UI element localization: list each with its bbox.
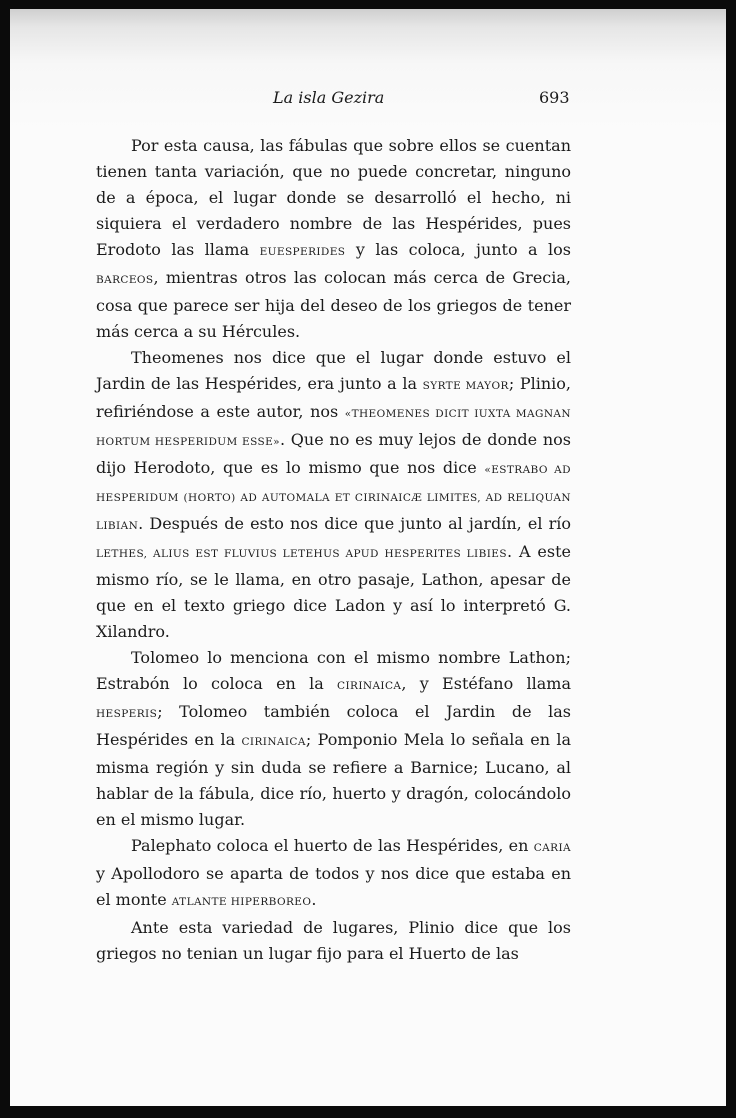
paragraph [96, 133, 571, 345]
text-segment: Tolomeo lo menciona con el mismo nombre Lathon; Estrabón lo coloca en la [96, 648, 571, 693]
small-caps-text: «ESTRABO AD HESPERIDUM (HORTO) AD AUTOMALA ET CIRINAICÆ LIMITES, AD RELIQUAN LIBIAN [96, 464, 571, 532]
text-segment: ; Plinio, refiriéndose a este autor, nos [96, 374, 571, 421]
paragraph [96, 833, 571, 915]
small-caps-text: CIRINAICA [337, 680, 402, 692]
text-segment: y Apollodoro se aparta de todos y nos dice que estaba en el monte [96, 864, 571, 909]
text-segment: Por esta causa, las fábulas que sobre ellos se cuentan tienen tanta variación, que no puede concretar, ninguno de a época, el lugar donde se desarrolló el hecho, ni siquiera el verdadero nombre de las Hespérides, pues Erodoto las llama [96, 136, 571, 259]
small-caps-text: EUESPERIDES [259, 246, 346, 258]
running-title: La isla Gezira [273, 88, 385, 107]
text-segment: Palephato coloca el huerto de las Hespérides, en [131, 836, 534, 855]
text-segment: , mientras otros las colocan más cerca de Grecia, cosa que parece ser hija del deseo de los griegos de tener más cerca a su Hércules. [96, 268, 571, 341]
small-caps-text: LETHES, ALIUS EST FLUVIUS LETEHUS APUD HESPERITES LIBIES [96, 548, 507, 560]
text-segment: ; Tolomeo también coloca el Jardin de las Hespérides en la [96, 702, 571, 749]
text-segment: Ante esta variedad de lugares, Plinio dice que los griegos no tenian un lugar fijo para el Huerto de las [96, 918, 571, 963]
page-header [10, 88, 726, 112]
text-segment: . Después de esto nos dice que junto al jardín, el río [138, 514, 571, 533]
text-segment: y las coloca, junto a los [345, 240, 571, 259]
text-segment: ; Pomponio Mela lo señala en la misma región y sin duda se refiere a Barnice; Lucano, al hablar de la fábula, dice río, huerto y dragón, colocándolo en el mismo lugar. [96, 730, 572, 829]
small-caps-text: CARIA [533, 842, 571, 854]
text-segment: Theomenes nos dice que el lugar donde estuvo el Jardin de las Hespérides, era junto a la [96, 348, 571, 393]
text-segment: . A este mismo río, se le llama, en otro pasaje, Lathon, apesar de que en el texto griego dice Ladon y así lo interpretó G. Xilandro. [96, 542, 572, 641]
small-caps-text: SYRTE MAYOR [422, 380, 509, 392]
small-caps-text: CIRINAICA [241, 736, 306, 748]
small-caps-text: HESPERIS [96, 708, 158, 720]
page-number: 693 [539, 88, 570, 107]
text-segment: . [311, 890, 317, 909]
small-caps-text: ATLANTE HIPERBOREO [171, 896, 312, 908]
paragraph [96, 645, 571, 833]
paragraph [96, 345, 571, 645]
small-caps-text: BARCEOS [96, 274, 154, 286]
text-segment: , y Estéfano llama [401, 674, 571, 693]
small-caps-text: «THEOMENES DICIT IUXTA MAGNAN HORTUM HESPERIDUM ESSE» [96, 408, 571, 448]
text-segment: . Que no es muy lejos de donde nos dijo Herodoto, que es lo mismo que nos dice [96, 430, 571, 477]
scanned-page [10, 9, 726, 1106]
body-text [96, 133, 571, 967]
paragraph [96, 915, 571, 967]
